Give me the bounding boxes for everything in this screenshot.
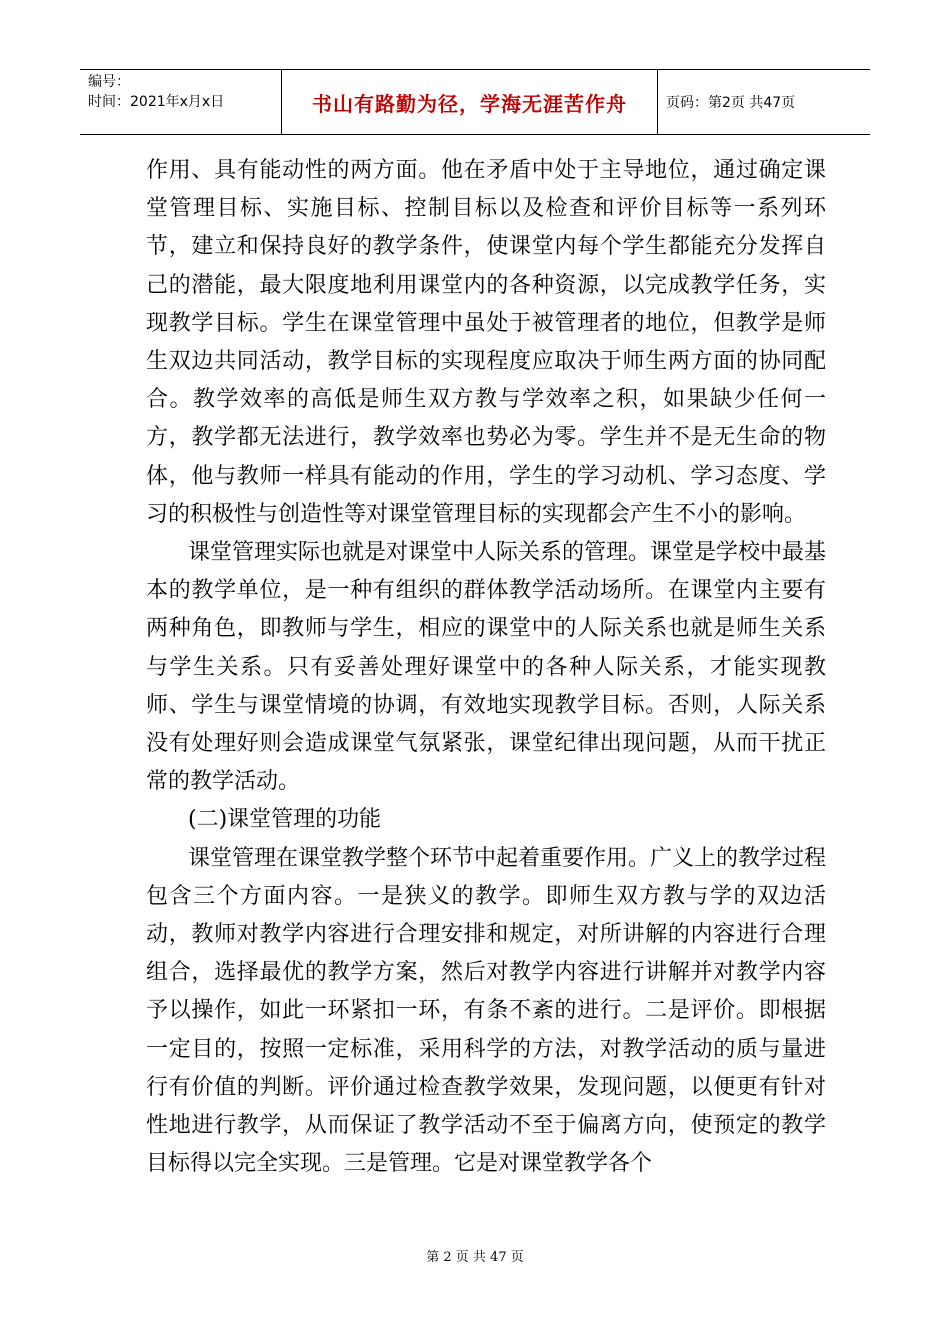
- body-paragraph: 课堂管理实际也就是对课堂中人际关系的管理。课堂是学校中最基本的教学单位，是一种有组织的群体教学活动场所。在课堂内主要有两种角色，即教师与学生，相应的课堂中的人际关系也就是师生关系与学生关系。只有妥善处理好课堂中的各种人际关系，才能实现教师、学生与课堂情境的协调，有效地实现教学目标。否则，人际关系没有处理好则会造成课堂气氛紧张，课堂纪律出现问题，从而干扰正常的教学活动。: [146, 540, 827, 795]
- header-page-code: 页码：第2页 共47页: [666, 95, 796, 111]
- page-header: [80, 69, 870, 135]
- document-body: [146, 152, 826, 1183]
- document-number-label: 编号：: [88, 74, 130, 90]
- header-meta: [80, 70, 282, 134]
- body-paragraph-continued: 作用、具有能动性的两方面。他在矛盾中处于主导地位，通过确定课堂管理目标、实施目标、控制目标以及检查和评价目标等一系列环节，建立和保持良好的教学条件，使课堂内每个学生都能充分发挥自己的潜能，最大限度地利用课堂内的各种资源，以完成教学任务，实现教学目标。学生在课堂管理中虽处于被管理者的地位，但教学是师生双边共同活动，教学目标的实现程度应取决于师生两方面的协同配合。教学效率的高低是师生双方教与学效率之积，如果缺少任何一方，教学都无法进行，教学效率也势必为零。学生并不是无生命的物体，他与教师一样具有能动的作用，学生的学习动机、学习态度、学习的积极性与创造性等对课堂管理目标的实现都会产生不小的影响。: [146, 158, 826, 527]
- header-motto: 书山有路勤为径，学海无涯苦作舟: [282, 70, 658, 134]
- page-footer: 第 2 页 共 47 页: [426, 1250, 524, 1265]
- section-heading: (二)课堂管理的功能: [188, 807, 382, 833]
- body-paragraph: 课堂管理在课堂教学整个环节中起着重要作用。广义上的教学过程包含三个方面内容。一是狭义的教学。即师生双方教与学的双边活动，教师对教学内容进行合理安排和规定，对所讲解的内容进行合理组合，选择最优的教学方案，然后对教学内容进行讲解并对教学内容予以操作，如此一环紧扣一环，有条不紊的进行。二是评价。即根据一定目的，按照一定标准，采用科学的方法，对教学活动的质与量进行有价值的判断。评价通过检查教学效果，发现问题，以便更有针对性地进行教学，从而保证了教学活动不至于偏离方向，使预定的教学目标得以完全实现。三是管理。它是对课堂教学各个: [146, 845, 827, 1177]
- document-time-label: 时间：2021年x月x日: [88, 94, 225, 110]
